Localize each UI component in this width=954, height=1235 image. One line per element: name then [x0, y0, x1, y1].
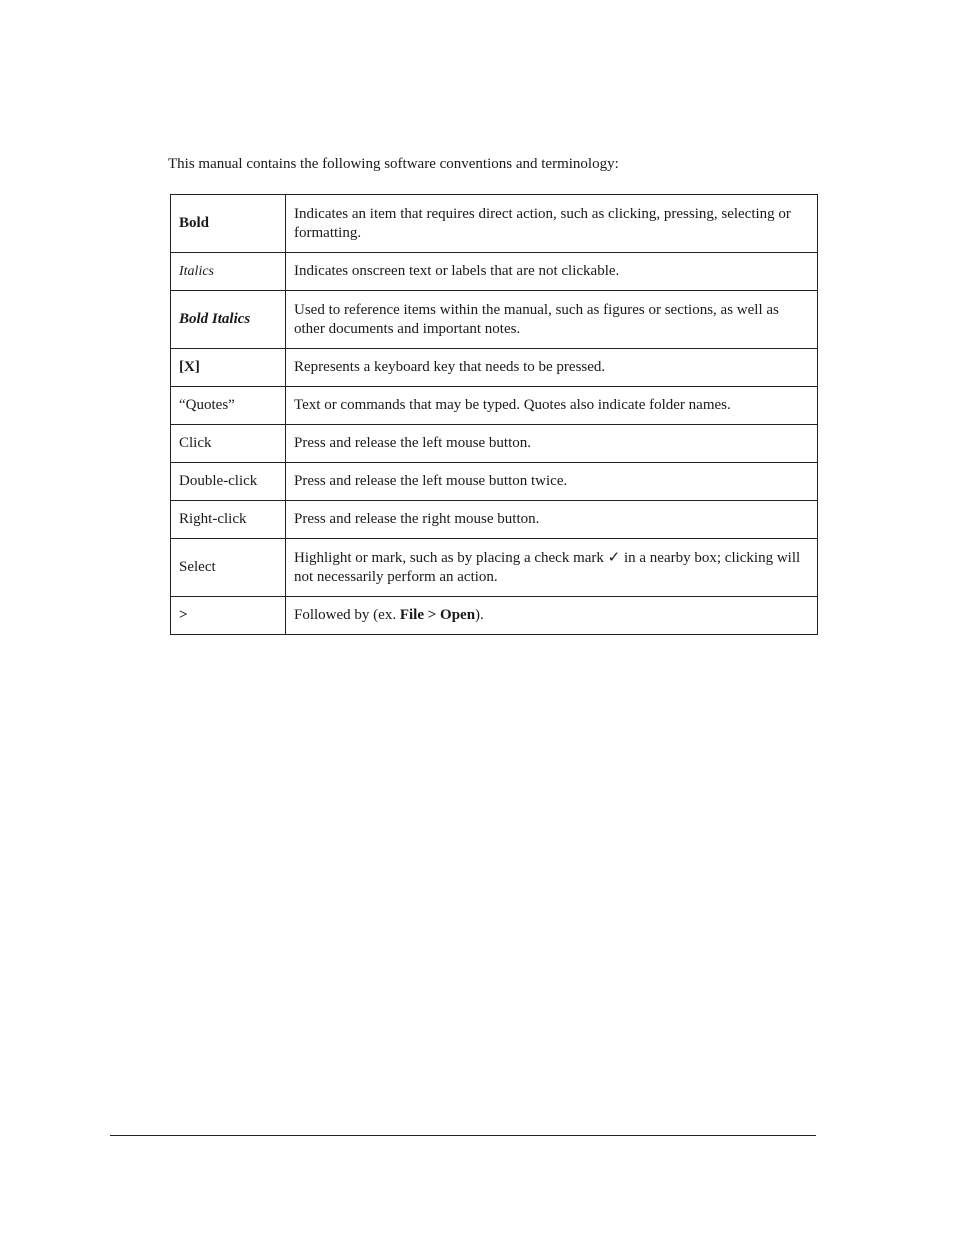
term-cell: Bold: [171, 195, 286, 253]
table-row: [171, 463, 818, 501]
description-cell: Highlight or mark, such as by placing a check mark ✓ in a nearby box; clicking will not necessarily perform an action.: [286, 539, 818, 597]
term-cell: Select: [171, 539, 286, 597]
description-cell: Indicates onscreen text or labels that are not clickable.: [286, 253, 818, 291]
term-cell: >: [171, 597, 286, 635]
table-row: [171, 597, 818, 635]
term-cell: [X]: [171, 349, 286, 387]
table-row: [171, 349, 818, 387]
table-row: [171, 253, 818, 291]
menu-path: File > Open: [399, 607, 476, 623]
term-cell: Right-click: [171, 501, 286, 539]
intro-text: This manual contains the following software conventions and terminology:: [168, 156, 619, 172]
table-row: [171, 539, 818, 597]
description-cell: Press and release the left mouse button.: [286, 425, 818, 463]
table-row: [171, 195, 818, 253]
description-cell: Press and release the left mouse button twice.: [286, 463, 818, 501]
term-cell: Italics: [171, 253, 286, 291]
description-cell: Press and release the right mouse button.: [286, 501, 818, 539]
description-cell: Used to reference items within the manual, such as figures or sections, as well as other documents and important notes.: [286, 291, 818, 349]
term-cell: Bold Italics: [171, 291, 286, 349]
description-cell: [286, 597, 818, 635]
conventions-table: [170, 194, 818, 635]
description-cell: Indicates an item that requires direct action, such as clicking, pressing, selecting or formatting.: [286, 195, 818, 253]
description-cell: Represents a keyboard key that needs to be pressed.: [286, 349, 818, 387]
term-cell: Click: [171, 425, 286, 463]
table-row: [171, 501, 818, 539]
table-row: [171, 425, 818, 463]
term-cell: “Quotes”: [171, 387, 286, 425]
term-cell: Double-click: [171, 463, 286, 501]
description-prefix: Followed by (ex.: [294, 607, 400, 623]
table-row: [171, 387, 818, 425]
description-cell: Text or commands that may be typed. Quotes also indicate folder names.: [286, 387, 818, 425]
table-row: [171, 291, 818, 349]
description-suffix: ).: [475, 607, 484, 623]
footer-rule: [110, 1135, 816, 1136]
